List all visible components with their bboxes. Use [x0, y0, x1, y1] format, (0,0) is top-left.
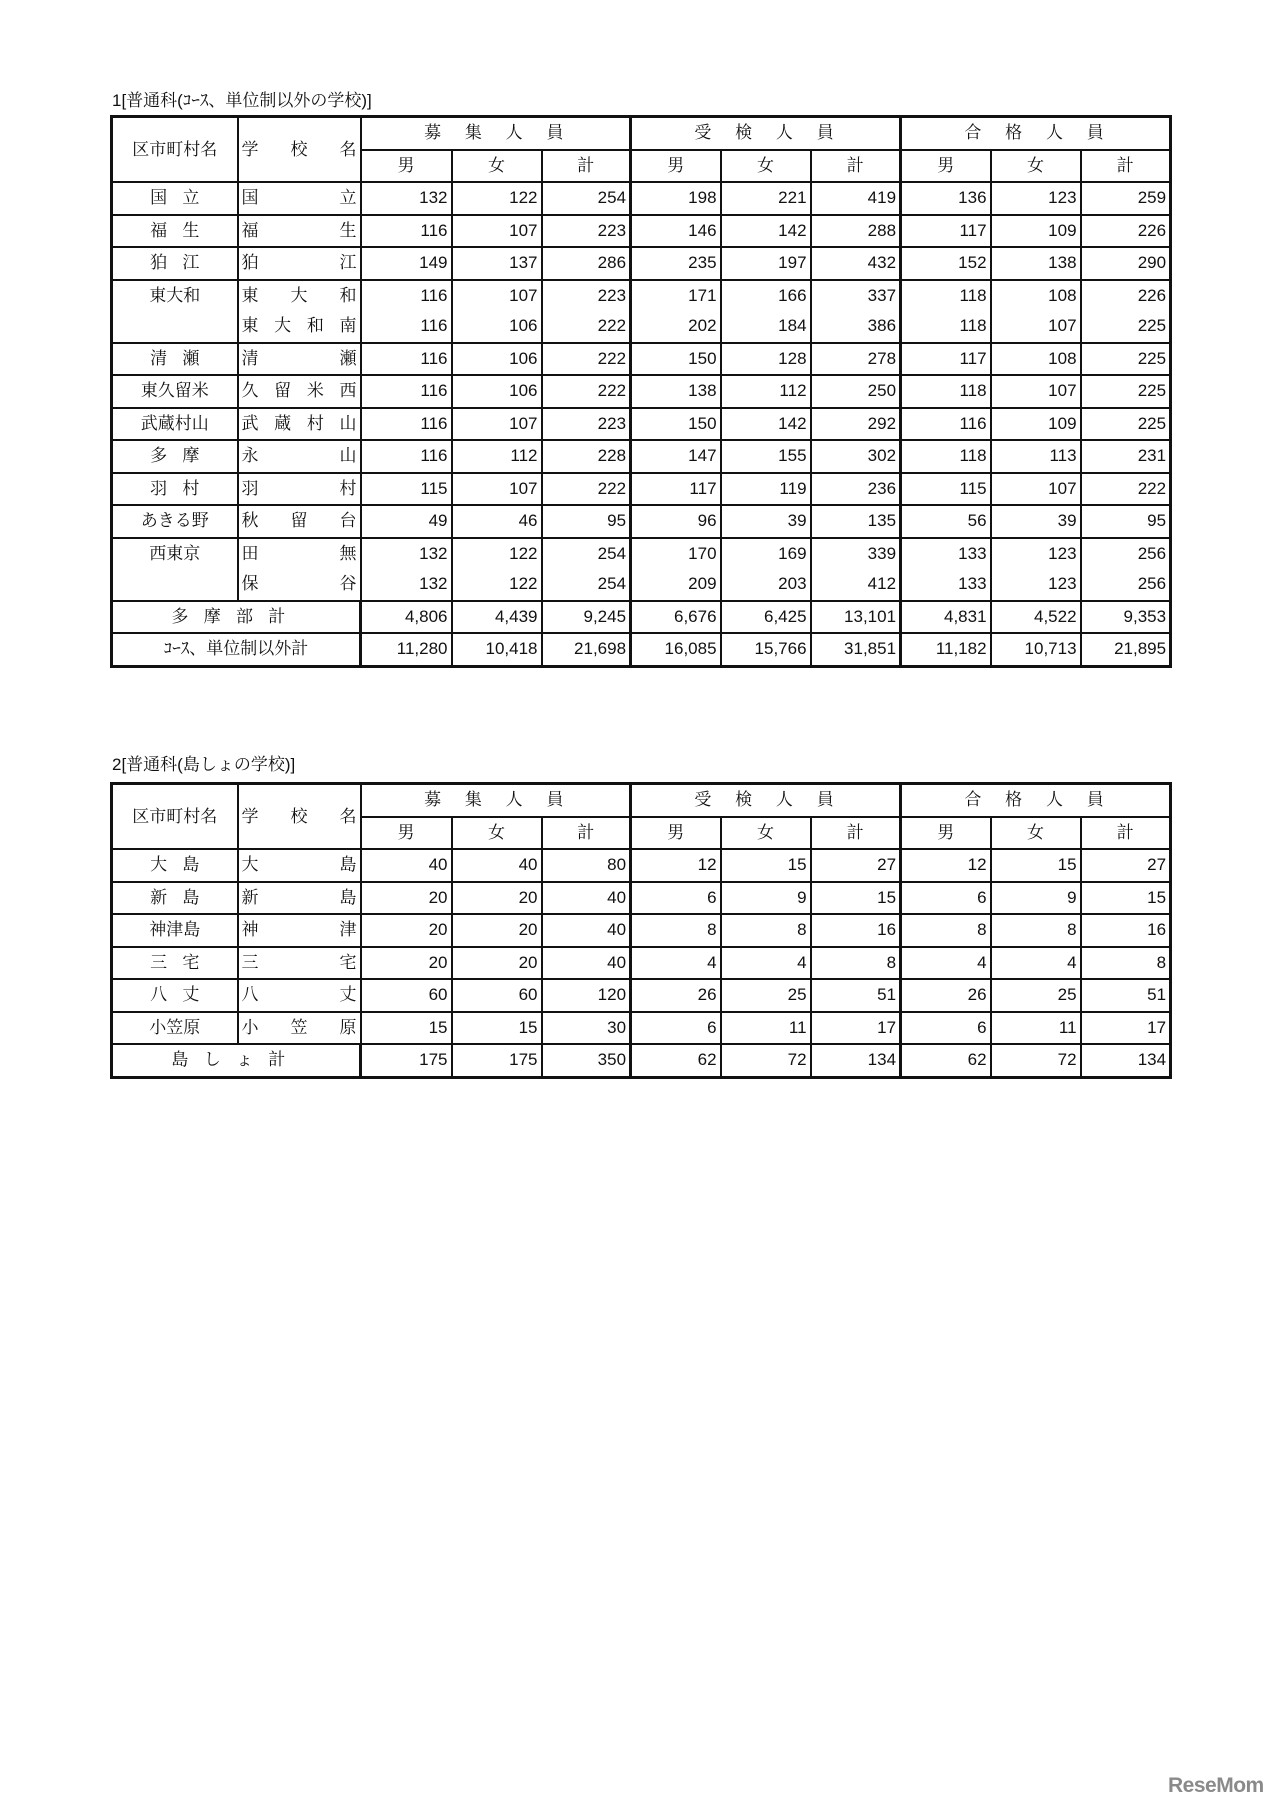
total-value: 4,439 [452, 601, 542, 634]
header-row [112, 117, 1171, 150]
table1-title: 1[普通科(ｺｰｽ、単位制以外の学校)] [112, 91, 372, 110]
value-cell: 290 [1081, 247, 1171, 280]
ward-name: 大島 [112, 849, 238, 882]
value-cell: 302 [811, 440, 901, 473]
value-cell: 432 [811, 247, 901, 280]
value-cell: 106 [452, 311, 542, 343]
value-cell: 40 [452, 849, 542, 882]
subheader-male: 男 [901, 817, 991, 850]
ward-header: 区市町村名 [112, 784, 238, 850]
value-cell: 96 [631, 505, 721, 538]
value-cell: 225 [1081, 311, 1171, 343]
total-value: 62 [631, 1044, 721, 1077]
value-cell: 26 [901, 979, 991, 1012]
ward-name: 神津島 [112, 914, 238, 947]
group-header: 募集人員 [361, 784, 631, 817]
value-cell: 122 [452, 182, 542, 215]
value-cell: 116 [361, 215, 452, 248]
total-row [112, 1044, 1171, 1077]
total-value: 13,101 [811, 601, 901, 634]
value-cell: 116 [361, 408, 452, 441]
value-cell: 150 [631, 343, 721, 376]
ward-name: 東久留米 [112, 375, 238, 408]
value-cell: 107 [452, 408, 542, 441]
value-cell: 9 [991, 882, 1081, 915]
value-cell: 117 [901, 343, 991, 376]
total-value: 6,425 [721, 601, 811, 634]
value-cell: 150 [631, 408, 721, 441]
ward-name: 羽村 [112, 473, 238, 506]
value-cell: 60 [361, 979, 452, 1012]
value-cell: 115 [361, 473, 452, 506]
school-name: 田無 [238, 538, 361, 570]
total-value: 16,085 [631, 633, 721, 666]
table-island-schools [110, 782, 1172, 1079]
ward-name: 国立 [112, 182, 238, 215]
value-cell: 136 [901, 182, 991, 215]
school-header: 学校名 [238, 117, 361, 183]
value-cell: 128 [721, 343, 811, 376]
total-value: 11,182 [901, 633, 991, 666]
value-cell: 56 [901, 505, 991, 538]
total-value: 72 [721, 1044, 811, 1077]
value-cell: 254 [542, 569, 631, 601]
value-cell: 222 [542, 343, 631, 376]
value-cell: 39 [721, 505, 811, 538]
value-cell: 138 [631, 375, 721, 408]
value-cell: 95 [542, 505, 631, 538]
total-value: 175 [361, 1044, 452, 1077]
value-cell: 51 [811, 979, 901, 1012]
school-name: 武蔵村山 [238, 408, 361, 441]
total-label: ｺｰｽ、単位制以外計 [112, 633, 361, 666]
total-value: 175 [452, 1044, 542, 1077]
value-cell: 106 [452, 343, 542, 376]
value-cell: 30 [542, 1012, 631, 1045]
value-cell: 132 [361, 538, 452, 570]
value-cell: 15 [1081, 882, 1171, 915]
table-row [112, 182, 1171, 215]
subheader-total: 計 [1081, 150, 1171, 183]
value-cell: 20 [452, 947, 542, 980]
value-cell: 20 [361, 947, 452, 980]
value-cell: 123 [991, 182, 1081, 215]
value-cell: 223 [542, 408, 631, 441]
table-row [112, 247, 1171, 280]
value-cell: 8 [811, 947, 901, 980]
value-cell: 209 [631, 569, 721, 601]
school-name: 羽村 [238, 473, 361, 506]
value-cell: 116 [361, 440, 452, 473]
subheader-female: 女 [991, 150, 1081, 183]
subheader-female: 女 [991, 817, 1081, 850]
value-cell: 146 [631, 215, 721, 248]
value-cell: 107 [452, 473, 542, 506]
value-cell: 256 [1081, 538, 1171, 570]
table-row [112, 882, 1171, 915]
group-header: 合格人員 [901, 117, 1171, 150]
value-cell: 122 [452, 538, 542, 570]
school-name: 神津 [238, 914, 361, 947]
ward-name: 清瀬 [112, 343, 238, 376]
value-cell: 6 [901, 1012, 991, 1045]
school-name: 福生 [238, 215, 361, 248]
value-cell: 4 [991, 947, 1081, 980]
subheader-male: 男 [901, 150, 991, 183]
ward-name: あきる野 [112, 505, 238, 538]
value-cell: 155 [721, 440, 811, 473]
value-cell: 337 [811, 280, 901, 312]
table2-title: 2[普通科(島しょの学校)] [112, 755, 296, 774]
ward-name: 新島 [112, 882, 238, 915]
value-cell: 27 [811, 849, 901, 882]
value-cell: 95 [1081, 505, 1171, 538]
value-cell: 12 [901, 849, 991, 882]
value-cell: 20 [361, 914, 452, 947]
value-cell: 122 [452, 569, 542, 601]
value-cell: 25 [721, 979, 811, 1012]
table-row [112, 947, 1171, 980]
value-cell: 27 [1081, 849, 1171, 882]
value-cell: 4 [901, 947, 991, 980]
value-cell: 412 [811, 569, 901, 601]
value-cell: 223 [542, 215, 631, 248]
ward-name: 東大和 [112, 280, 238, 343]
school-name: 秋留台 [238, 505, 361, 538]
value-cell: 222 [542, 473, 631, 506]
value-cell: 40 [361, 849, 452, 882]
value-cell: 40 [542, 947, 631, 980]
value-cell: 113 [991, 440, 1081, 473]
value-cell: 116 [361, 343, 452, 376]
subheader-male: 男 [631, 150, 721, 183]
table-row [112, 849, 1171, 882]
group-header: 募集人員 [361, 117, 631, 150]
value-cell: 108 [991, 343, 1081, 376]
value-cell: 107 [452, 215, 542, 248]
value-cell: 225 [1081, 408, 1171, 441]
ward-name: 西東京 [112, 538, 238, 601]
value-cell: 225 [1081, 375, 1171, 408]
total-value: 62 [901, 1044, 991, 1077]
subheader-total: 計 [542, 817, 631, 850]
table-row [112, 569, 1171, 601]
value-cell: 17 [1081, 1012, 1171, 1045]
subheader-male: 男 [361, 150, 452, 183]
value-cell: 142 [721, 408, 811, 441]
value-cell: 386 [811, 311, 901, 343]
value-cell: 109 [991, 215, 1081, 248]
value-cell: 226 [1081, 280, 1171, 312]
table-general-course [110, 115, 1172, 668]
value-cell: 12 [631, 849, 721, 882]
school-header: 学校名 [238, 784, 361, 850]
group-header: 受検人員 [631, 784, 901, 817]
value-cell: 236 [811, 473, 901, 506]
value-cell: 6 [631, 882, 721, 915]
total-value: 21,895 [1081, 633, 1171, 666]
table-row [112, 375, 1171, 408]
total-value: 21,698 [542, 633, 631, 666]
value-cell: 184 [721, 311, 811, 343]
value-cell: 6 [631, 1012, 721, 1045]
value-cell: 235 [631, 247, 721, 280]
value-cell: 149 [361, 247, 452, 280]
value-cell: 109 [991, 408, 1081, 441]
value-cell: 15 [811, 882, 901, 915]
value-cell: 166 [721, 280, 811, 312]
table-row [112, 914, 1171, 947]
total-value: 4,831 [901, 601, 991, 634]
value-cell: 118 [901, 440, 991, 473]
table-row [112, 343, 1171, 376]
table-row [112, 538, 1171, 570]
value-cell: 112 [452, 440, 542, 473]
value-cell: 116 [361, 311, 452, 343]
group-header: 合格人員 [901, 784, 1171, 817]
subheader-total: 計 [542, 150, 631, 183]
school-name: 東大和 [238, 280, 361, 312]
value-cell: 228 [542, 440, 631, 473]
total-value: 11,280 [361, 633, 452, 666]
value-cell: 117 [631, 473, 721, 506]
total-value: 10,713 [991, 633, 1081, 666]
value-cell: 11 [721, 1012, 811, 1045]
table-row [112, 408, 1171, 441]
value-cell: 250 [811, 375, 901, 408]
table-row [112, 979, 1171, 1012]
value-cell: 138 [991, 247, 1081, 280]
value-cell: 118 [901, 311, 991, 343]
subheader-male: 男 [631, 817, 721, 850]
value-cell: 16 [1081, 914, 1171, 947]
total-value: 9,245 [542, 601, 631, 634]
ward-name: 武蔵村山 [112, 408, 238, 441]
value-cell: 8 [631, 914, 721, 947]
value-cell: 152 [901, 247, 991, 280]
value-cell: 259 [1081, 182, 1171, 215]
value-cell: 115 [901, 473, 991, 506]
total-value: 350 [542, 1044, 631, 1077]
value-cell: 8 [901, 914, 991, 947]
value-cell: 4 [721, 947, 811, 980]
value-cell: 20 [452, 914, 542, 947]
value-cell: 123 [991, 569, 1081, 601]
value-cell: 203 [721, 569, 811, 601]
value-cell: 286 [542, 247, 631, 280]
value-cell: 133 [901, 538, 991, 570]
header-row [112, 784, 1171, 817]
value-cell: 223 [542, 280, 631, 312]
total-value: 134 [1081, 1044, 1171, 1077]
value-cell: 221 [721, 182, 811, 215]
ward-name: 福生 [112, 215, 238, 248]
total-value: 31,851 [811, 633, 901, 666]
value-cell: 135 [811, 505, 901, 538]
value-cell: 133 [901, 569, 991, 601]
total-value: 15,766 [721, 633, 811, 666]
total-value: 4,806 [361, 601, 452, 634]
value-cell: 225 [1081, 343, 1171, 376]
value-cell: 278 [811, 343, 901, 376]
value-cell: 137 [452, 247, 542, 280]
value-cell: 20 [361, 882, 452, 915]
value-cell: 197 [721, 247, 811, 280]
value-cell: 15 [721, 849, 811, 882]
value-cell: 292 [811, 408, 901, 441]
total-row [112, 601, 1171, 634]
ward-header: 区市町村名 [112, 117, 238, 183]
table-row [112, 440, 1171, 473]
value-cell: 419 [811, 182, 901, 215]
value-cell: 132 [361, 182, 452, 215]
value-cell: 51 [1081, 979, 1171, 1012]
table-row [112, 311, 1171, 343]
subheader-male: 男 [361, 817, 452, 850]
value-cell: 117 [901, 215, 991, 248]
value-cell: 202 [631, 311, 721, 343]
value-cell: 119 [721, 473, 811, 506]
subheader-total: 計 [811, 150, 901, 183]
table-row [112, 280, 1171, 312]
school-name: 新島 [238, 882, 361, 915]
school-name: 三宅 [238, 947, 361, 980]
value-cell: 15 [991, 849, 1081, 882]
value-cell: 107 [991, 311, 1081, 343]
table-row [112, 1012, 1171, 1045]
value-cell: 120 [542, 979, 631, 1012]
value-cell: 142 [721, 215, 811, 248]
value-cell: 26 [631, 979, 721, 1012]
school-name: 永山 [238, 440, 361, 473]
value-cell: 339 [811, 538, 901, 570]
subheader-total: 計 [1081, 817, 1171, 850]
value-cell: 116 [361, 280, 452, 312]
value-cell: 106 [452, 375, 542, 408]
value-cell: 39 [991, 505, 1081, 538]
value-cell: 4 [631, 947, 721, 980]
total-value: 134 [811, 1044, 901, 1077]
value-cell: 9 [721, 882, 811, 915]
ward-name: 多摩 [112, 440, 238, 473]
value-cell: 8 [721, 914, 811, 947]
value-cell: 132 [361, 569, 452, 601]
school-name: 大島 [238, 849, 361, 882]
table-row [112, 473, 1171, 506]
ward-name: 八丈 [112, 979, 238, 1012]
table-row [112, 215, 1171, 248]
total-value: 9,353 [1081, 601, 1171, 634]
school-name: 小笠原 [238, 1012, 361, 1045]
value-cell: 40 [542, 882, 631, 915]
subheader-female: 女 [721, 817, 811, 850]
subheader-female: 女 [452, 817, 542, 850]
value-cell: 8 [1081, 947, 1171, 980]
subheader-female: 女 [452, 150, 542, 183]
value-cell: 222 [542, 375, 631, 408]
ward-name: 小笠原 [112, 1012, 238, 1045]
school-name: 八丈 [238, 979, 361, 1012]
school-name: 保谷 [238, 569, 361, 601]
total-value: 6,676 [631, 601, 721, 634]
value-cell: 170 [631, 538, 721, 570]
school-name: 久留米西 [238, 375, 361, 408]
value-cell: 17 [811, 1012, 901, 1045]
value-cell: 222 [1081, 473, 1171, 506]
value-cell: 107 [452, 280, 542, 312]
group-header: 受検人員 [631, 117, 901, 150]
value-cell: 40 [542, 914, 631, 947]
total-row [112, 633, 1171, 666]
ward-name: 狛江 [112, 247, 238, 280]
value-cell: 15 [361, 1012, 452, 1045]
value-cell: 80 [542, 849, 631, 882]
value-cell: 8 [991, 914, 1081, 947]
total-label: 島しょ計 [112, 1044, 361, 1077]
school-name: 東大和南 [238, 311, 361, 343]
value-cell: 226 [1081, 215, 1171, 248]
value-cell: 123 [991, 538, 1081, 570]
value-cell: 107 [991, 375, 1081, 408]
subheader-total: 計 [811, 817, 901, 850]
value-cell: 46 [452, 505, 542, 538]
value-cell: 116 [361, 375, 452, 408]
school-name: 国立 [238, 182, 361, 215]
value-cell: 254 [542, 538, 631, 570]
table-row [112, 505, 1171, 538]
school-name: 狛江 [238, 247, 361, 280]
total-value: 72 [991, 1044, 1081, 1077]
value-cell: 20 [452, 882, 542, 915]
value-cell: 49 [361, 505, 452, 538]
value-cell: 198 [631, 182, 721, 215]
total-value: 4,522 [991, 601, 1081, 634]
value-cell: 147 [631, 440, 721, 473]
value-cell: 25 [991, 979, 1081, 1012]
value-cell: 171 [631, 280, 721, 312]
value-cell: 6 [901, 882, 991, 915]
resemom-logo: ReseMom [1168, 1774, 1264, 1797]
value-cell: 107 [991, 473, 1081, 506]
value-cell: 118 [901, 280, 991, 312]
value-cell: 11 [991, 1012, 1081, 1045]
value-cell: 15 [452, 1012, 542, 1045]
value-cell: 108 [991, 280, 1081, 312]
value-cell: 256 [1081, 569, 1171, 601]
total-value: 10,418 [452, 633, 542, 666]
value-cell: 60 [452, 979, 542, 1012]
value-cell: 16 [811, 914, 901, 947]
value-cell: 231 [1081, 440, 1171, 473]
value-cell: 254 [542, 182, 631, 215]
school-name: 清瀬 [238, 343, 361, 376]
ward-name: 三宅 [112, 947, 238, 980]
value-cell: 112 [721, 375, 811, 408]
value-cell: 288 [811, 215, 901, 248]
value-cell: 116 [901, 408, 991, 441]
value-cell: 169 [721, 538, 811, 570]
total-label: 多摩部計 [112, 601, 361, 634]
value-cell: 118 [901, 375, 991, 408]
subheader-female: 女 [721, 150, 811, 183]
value-cell: 222 [542, 311, 631, 343]
